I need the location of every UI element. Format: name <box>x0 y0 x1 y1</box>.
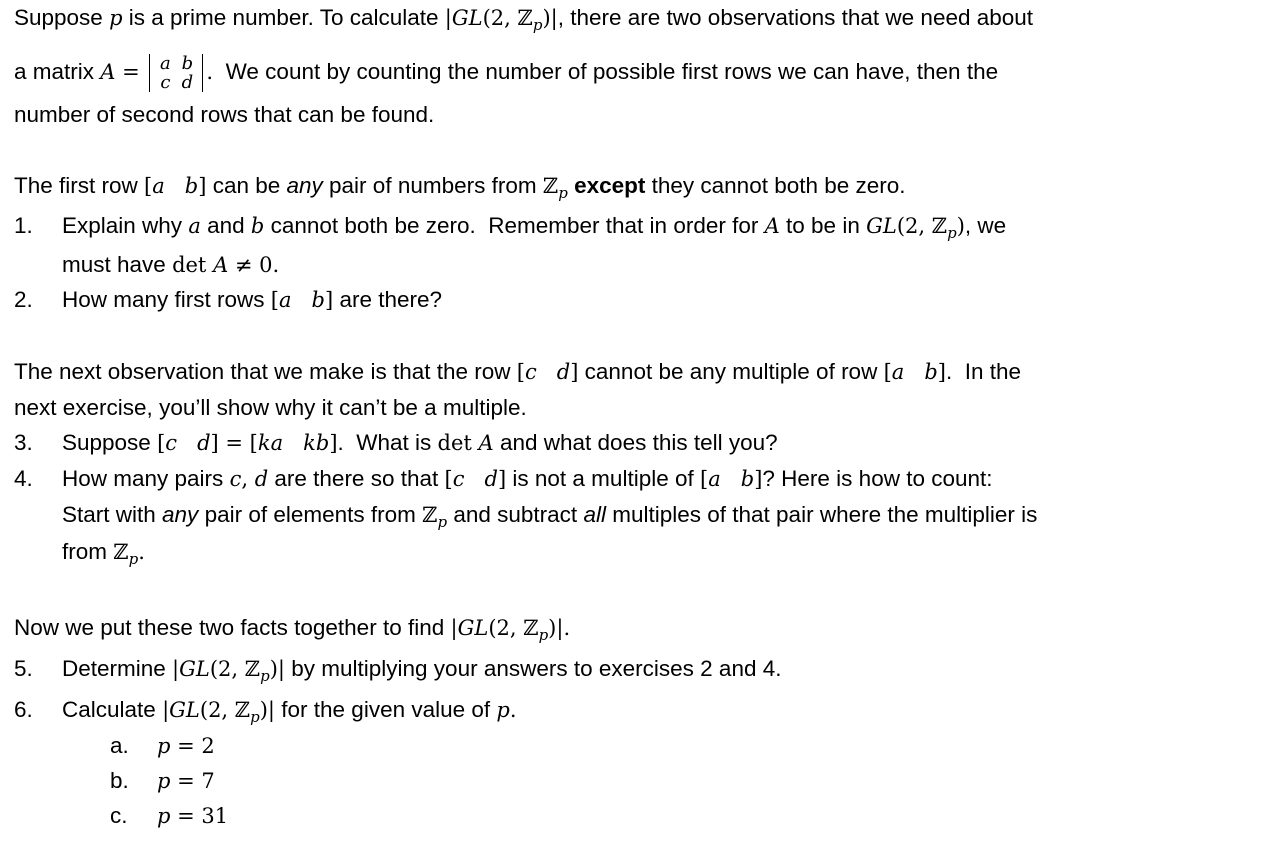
math-expression: ) <box>956 214 965 238</box>
blackboard-z: ℤ <box>523 616 539 640</box>
list-number: a. <box>110 733 129 758</box>
list-number: 1. <box>14 213 33 238</box>
text-line <box>14 357 1021 387</box>
math-expression: p <box>157 734 171 758</box>
text: Now we put these two facts together to find <box>14 615 451 640</box>
list-number: 5. <box>14 656 33 681</box>
math-expression: | <box>172 657 180 681</box>
text-line <box>62 537 145 574</box>
text: . What is <box>337 430 438 455</box>
text: The next observation that we make is that the row <box>14 359 517 384</box>
text-line <box>62 250 279 280</box>
text: Determine <box>62 656 173 681</box>
text: by multiplying your answers to exercises 2 and 4. <box>285 656 782 681</box>
math-expression: . <box>509 698 517 722</box>
text: pair of elements from <box>198 502 423 527</box>
math-expression: (2, <box>488 616 524 640</box>
math-expression: | <box>162 698 170 722</box>
list-number: c. <box>110 803 128 828</box>
math-expression: GL <box>179 657 210 681</box>
math-expression: b <box>250 214 265 238</box>
math-expression: ] = [ <box>210 431 258 455</box>
text: and <box>200 213 251 238</box>
math-expression: GL <box>457 616 489 640</box>
text-line <box>157 731 215 761</box>
bold-text: except <box>574 173 646 198</box>
text: How many pairs <box>62 466 230 491</box>
subscript-p: p <box>558 184 568 202</box>
text: We count by counting the number of possible first rows we can have, then the <box>213 58 999 84</box>
text: and subtract <box>447 502 584 527</box>
blackboard-z: ℤ <box>931 214 948 238</box>
math-expression: )| <box>269 657 285 681</box>
math-expression: ] <box>754 467 763 491</box>
math-expression: )| <box>542 6 558 30</box>
subscript-p: p <box>538 626 549 644</box>
text-line <box>14 393 527 423</box>
integers-mod-p-symbol <box>422 503 448 531</box>
subscript-p: p <box>532 16 543 34</box>
text: , there are two observations that we need about <box>557 5 1034 30</box>
math-expression: c <box>229 467 242 491</box>
text: pair of numbers from <box>322 173 543 198</box>
blackboard-z: ℤ <box>234 698 251 722</box>
subscript-p: p <box>947 224 957 242</box>
math-expression: = 31 <box>170 804 229 828</box>
text-line <box>14 3 1033 40</box>
math-expression: ] <box>329 431 338 455</box>
math-expression: det <box>437 431 479 455</box>
math-expression: c d <box>452 467 498 491</box>
math-expression: det <box>172 253 214 277</box>
integers-mod-p-symbol <box>523 616 549 644</box>
text: number of second rows that can be found. <box>14 102 435 127</box>
text: a matrix <box>14 58 101 84</box>
italic-text: any <box>286 173 323 198</box>
math-expression: ] <box>497 467 507 491</box>
subscript-p: p <box>437 513 448 531</box>
text: is not a multiple of <box>506 466 700 491</box>
integers-mod-p-symbol <box>234 698 260 726</box>
math-expression: GL <box>866 214 897 238</box>
blackboard-z: ℤ <box>113 540 129 564</box>
text-line <box>62 695 517 732</box>
text-line <box>14 100 434 130</box>
math-expression: GL <box>169 698 200 722</box>
matrix-a <box>149 54 203 92</box>
list-number: b. <box>110 768 129 793</box>
integers-mod-p-symbol <box>517 6 543 34</box>
math-expression: = 7 <box>170 769 215 793</box>
blackboard-z: ℤ <box>517 6 533 30</box>
text-line <box>14 613 570 650</box>
math-expression: A <box>100 59 116 84</box>
integers-mod-p-symbol <box>113 540 139 568</box>
math-expression: [ <box>270 288 279 312</box>
math-expression: [ <box>699 467 709 491</box>
text: The first row <box>14 173 145 198</box>
text: Start with <box>62 502 163 527</box>
text: to be in <box>779 213 867 238</box>
integers-mod-p-symbol <box>542 174 568 202</box>
text-line <box>14 54 998 92</box>
math-expression: A <box>478 431 494 455</box>
math-expression: (2, <box>896 214 932 238</box>
math-expression: p <box>157 769 171 793</box>
math-expression: a b <box>152 174 199 198</box>
text-line <box>62 464 993 494</box>
math-expression: a b <box>891 360 938 384</box>
text: multiples of that pair where the multiplier is <box>605 502 1038 527</box>
italic-text: any <box>162 502 199 527</box>
math-expression: (2, <box>209 657 245 681</box>
math-expression: A <box>764 214 780 238</box>
math-expression: d <box>254 467 269 491</box>
text: Explain why <box>62 213 189 238</box>
math-expression: a b <box>708 467 755 491</box>
list-number: 6. <box>14 697 33 722</box>
math-expression: . <box>206 59 214 84</box>
text: Calculate <box>62 697 163 722</box>
text: next exercise, you’ll show why it can’t be a multiple. <box>14 395 527 420</box>
text: they cannot both be zero. <box>645 173 906 198</box>
math-expression: a b <box>279 288 325 312</box>
math-expression: . <box>563 616 571 640</box>
integers-mod-p-symbol <box>931 214 957 242</box>
text-line <box>157 766 215 796</box>
math-expression: [ <box>883 360 892 384</box>
math-expression: ] <box>937 360 946 384</box>
math-expression: [ <box>516 360 525 384</box>
text: and what does this tell you? <box>493 430 778 455</box>
integers-mod-p-symbol <box>244 657 270 685</box>
math-expression: | <box>444 6 452 30</box>
list-number: 4. <box>14 466 33 491</box>
math-expression: = <box>115 59 147 84</box>
text: from <box>62 539 114 564</box>
math-expression: c d <box>165 431 211 455</box>
math-expression: ] <box>198 174 207 198</box>
text: . In the <box>945 359 1022 384</box>
math-expression: | <box>450 616 458 640</box>
math-expression: [ <box>144 174 153 198</box>
list-number: 2. <box>14 287 33 312</box>
text: Suppose <box>14 5 110 30</box>
text: cannot be any multiple of row <box>578 359 884 384</box>
subscript-p: p <box>260 667 270 685</box>
text-line <box>62 285 442 315</box>
text: can be <box>206 173 287 198</box>
text: for the given value of <box>275 697 497 722</box>
math-expression: ] <box>325 288 334 312</box>
text-line <box>14 171 906 208</box>
matrix-entry: b <box>181 53 194 74</box>
subscript-p: p <box>250 708 260 726</box>
text-line <box>157 801 228 831</box>
math-expression: ka kb <box>257 431 330 455</box>
math-expression: a <box>188 214 201 238</box>
math-expression: [ <box>157 431 166 455</box>
blackboard-z: ℤ <box>542 174 559 198</box>
text: cannot both be zero. Remember that in order for <box>264 213 765 238</box>
math-expression: ] <box>570 360 579 384</box>
matrix-entry: a <box>160 53 171 74</box>
subscript-p: p <box>128 550 139 568</box>
math-expression: p <box>496 698 510 722</box>
math-expression: p <box>109 6 123 30</box>
blackboard-z: ℤ <box>244 657 261 681</box>
text-line <box>62 500 1037 537</box>
text-line <box>62 428 778 458</box>
math-expression: (2, <box>199 698 235 722</box>
math-expression: ≠ 0. <box>228 253 280 277</box>
text-line <box>62 654 781 691</box>
text: are there so that <box>268 466 445 491</box>
math-expression: (2, <box>482 6 518 30</box>
text: ? Here is how to count: <box>762 466 993 491</box>
math-expression: GL <box>451 6 483 30</box>
text: How many first rows <box>62 287 271 312</box>
math-expression: c d <box>524 360 571 384</box>
math-expression: . <box>138 540 145 564</box>
text: , we <box>964 213 1007 238</box>
matrix-entry: c <box>160 72 171 93</box>
text: are there? <box>333 287 443 312</box>
math-expression: [ <box>444 467 453 491</box>
text: is a prime number. To calculate <box>122 5 445 30</box>
list-number: 3. <box>14 430 33 455</box>
math-expression: = 2 <box>170 734 215 758</box>
math-expression: )| <box>259 698 276 722</box>
italic-text: all <box>583 502 606 527</box>
matrix-entry: d <box>181 72 194 93</box>
math-expression: , <box>241 467 255 491</box>
text: Suppose <box>62 430 158 455</box>
text-line <box>62 211 1006 248</box>
math-expression: p <box>157 804 171 828</box>
math-expression: )| <box>548 616 564 640</box>
blackboard-z: ℤ <box>422 503 438 527</box>
math-expression: A <box>213 253 229 277</box>
text: must have <box>62 252 173 277</box>
